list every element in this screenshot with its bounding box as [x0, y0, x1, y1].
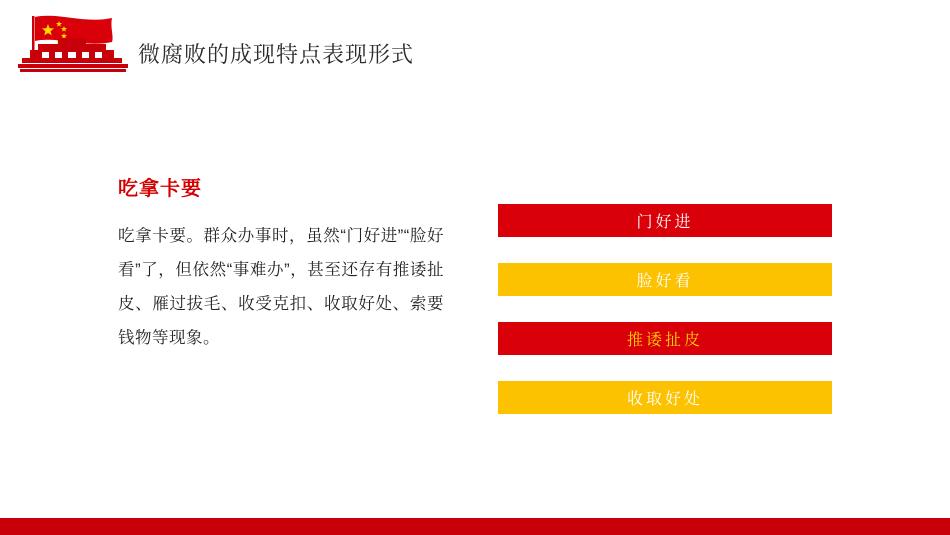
tiananmen-flag-emblem-icon: [18, 14, 128, 76]
bar-item-2[interactable]: 脸好看: [498, 263, 832, 296]
text-column: [118, 172, 448, 355]
slide-header: [0, 0, 950, 95]
bar-item-3[interactable]: 推诿扯皮: [498, 322, 832, 355]
body-paragraph: 吃拿卡要。群众办事时，虽然“门好进”“脸好看”了，但依然“事难办”，甚至还存有推诿扯皮、雁过拔毛、收受克扣、收取好处、索要钱物等现象。: [118, 227, 444, 347]
section-heading: 吃拿卡要: [118, 178, 202, 200]
page-title: 微腐败的成现特点表现形式: [138, 42, 415, 67]
bar-list: [498, 204, 832, 414]
bar-item-4[interactable]: 收取好处: [498, 381, 832, 414]
bar-item-1[interactable]: 门好进: [498, 204, 832, 237]
footer-bar: [0, 518, 950, 535]
